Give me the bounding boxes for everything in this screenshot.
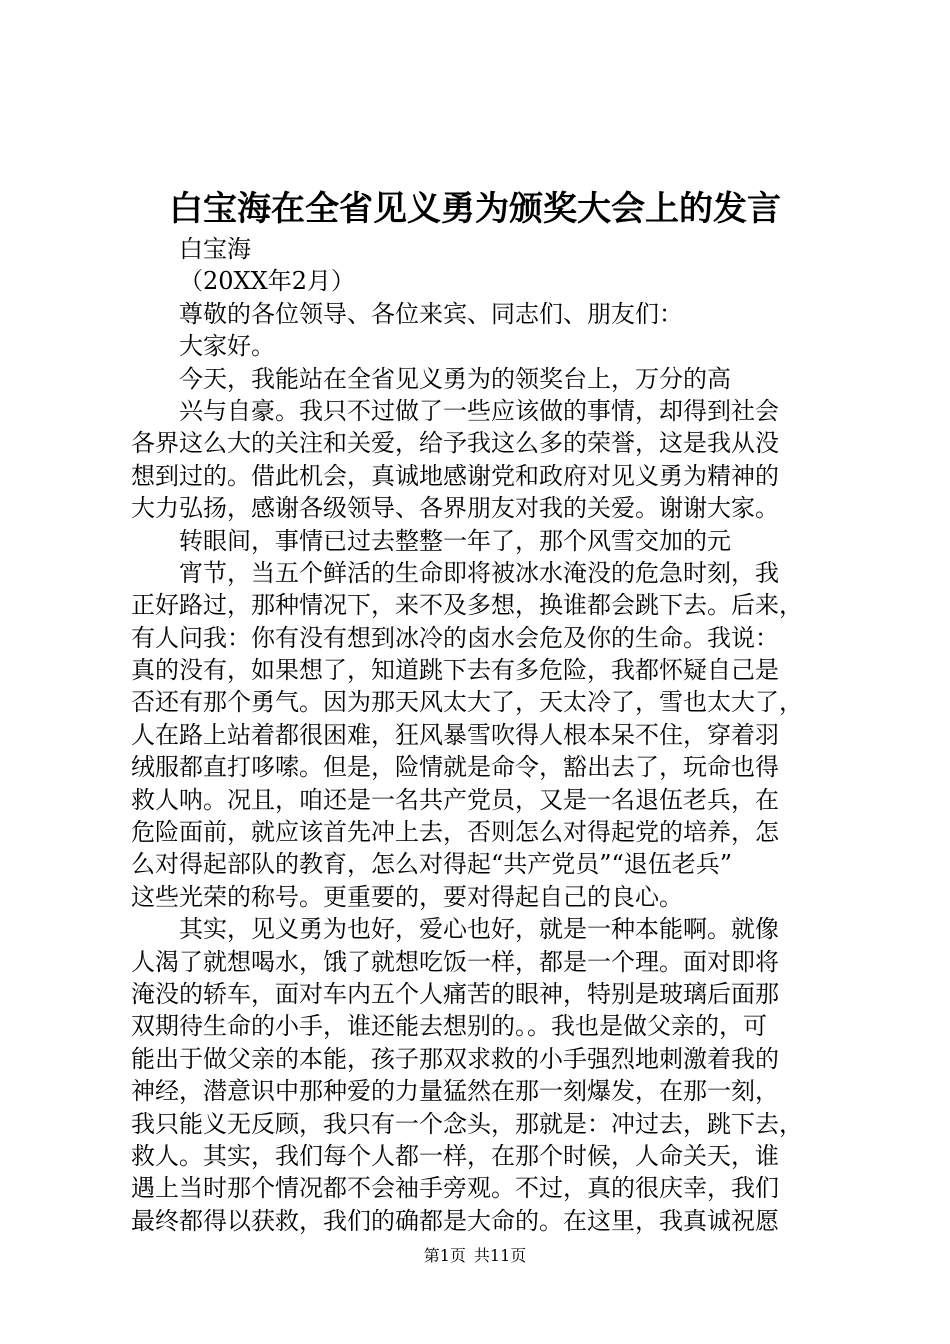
text-line: 否还有那个勇气。因为那天风太大了，天太冷了，雪也太大了， [131,688,803,717]
author-line: 白宝海 [179,235,251,263]
text-line: 有人问我：你有没有想到冰冷的卤水会危及你的生命。我说： [131,623,779,652]
text-line: 能出于做父亲的本能，孩子那双求救的小手强烈地刺激着我的 [131,1044,779,1073]
page-total: 共11页 [473,1246,527,1265]
text-line: 其实，见义勇为也好，爱心也好，就是一种本能啊。就像 [179,915,779,944]
page-footer [0,1245,950,1267]
document-title: 白宝海在全省见义勇为颁奖大会上的发言 [169,189,781,229]
text-line: 想到过的。借此机会，真诚地感谢党和政府对见义勇为精神的 [131,461,779,490]
text-line: 双期待生命的小手，谁还能去想别的。。我也是做父亲的，可 [131,1012,767,1041]
text-line: 人渴了就想喝水，饿了就想吃饭一样，都是一个理。面对即将 [131,947,779,976]
text-line: 淹没的轿车，面对车内五个人痛苦的眼神，特别是玻璃后面那 [131,979,779,1008]
text-line: 神经，潜意识中那种爱的力量猛然在那一刻爆发，在那一刻， [131,1077,779,1106]
text-line: 大家好。 [179,332,275,361]
text-line: 这些光荣的称号。更重要的，要对得起自己的良心。 [131,882,683,911]
text-line: 救人。其实，我们每个人都一样，在那个时候，人命关天，谁 [131,1141,779,1170]
text-line: 危险面前，就应该首先冲上去，否则怎么对得起党的培养，怎 [131,818,779,847]
text-line: 各界这么大的关注和关爱，给予我这么多的荣誉，这是我从没 [131,429,779,458]
text-line: 今天，我能站在全省见义勇为的领奖台上，万分的高 [179,364,731,393]
text-line: 尊敬的各位领导、各位来宾、同志们、朋友们： [179,299,683,328]
text-line: 人在路上站着都很困难，狂风暴雪吹得人根本呆不住，穿着羽 [131,720,779,749]
text-line: 真的没有，如果想了，知道跳下去有多危险，我都怀疑自己是 [131,656,779,685]
text-line: 救人呐。况且，咱还是一名共产党员，又是一名退伍老兵，在 [131,785,779,814]
text-line: 转眼间，事情已过去整整一年了，那个风雪交加的元 [179,526,731,555]
text-line: 宵节，当五个鲜活的生命即将被冰水淹没的危急时刻，我 [179,558,779,587]
text-line: 大力弘扬，感谢各级领导、各界朋友对我的关爱。谢谢大家。 [131,494,779,523]
text-line: 正好路过，那种情况下，来不及多想，换谁都会跳下去。后来， [131,591,803,620]
text-line: 绒服都直打哆嗦。但是，险情就是命令，豁出去了，玩命也得 [131,753,779,782]
text-line: 最终都得以获救，我们的确都是大命的。在这里，我真诚祝愿 [131,1206,779,1235]
page-number: 第1页 [423,1246,466,1265]
text-line: 遇上当时那个情况都不会袖手旁观。不过，真的很庆幸，我们 [131,1174,779,1203]
date-line: （20XX年2月） [179,267,355,296]
document-body [131,233,831,1237]
text-line: 么对得起部队的教育，怎么对得起“共产党员”“退伍老兵” [131,850,733,879]
text-line: 我只能义无反顾，我只有一个念头，那就是：冲过去，跳下去， [131,1109,803,1138]
text-line: 兴与自豪。我只不过做了一些应该做的事情，却得到社会 [179,396,779,425]
